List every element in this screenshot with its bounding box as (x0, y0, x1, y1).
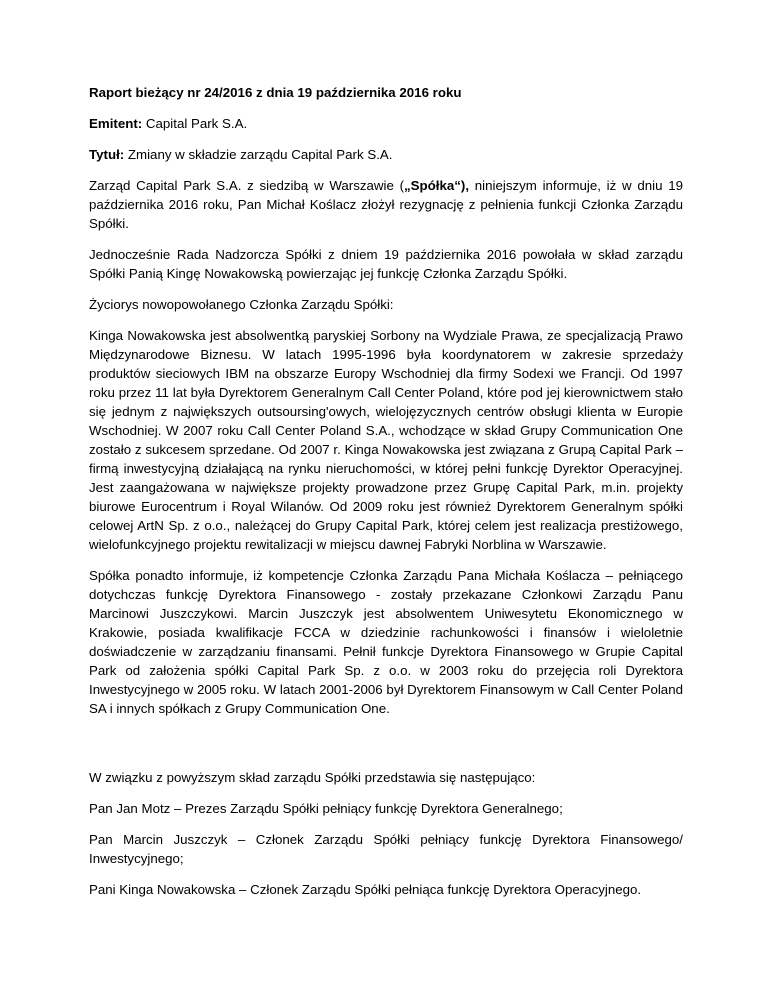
emitent-value: Capital Park S.A. (142, 116, 248, 131)
intro-text-1: Zarząd Capital Park S.A. z siedzibą w Warszawie ( (89, 178, 405, 193)
tytul-label: Tytuł: (89, 147, 125, 162)
report-title: Raport bieżący nr 24/2016 z dnia 19 października 2016 roku (89, 85, 462, 100)
cv-paragraph: Kinga Nowakowska jest absolwentką paryskiej Sorbony na Wydziale Prawa, ze specjalizacją Prawo Międzynarodowe Biznesu. W latach 1995-1996 była koordynatorem w zakresie sprzedaży produktów sieciowych IBM na obszarze Europy Wschodniej dla firmy Sodexi we Francji. Od 1997 roku przez 11 lat była Dyrektorem Generalnym Call Center Poland, które pod jej kierownictwem stało się jednym z największych outsoursing'owych, wielojęzycznych centrów obsługi klienta w Europie Wschodniej. W 2007 roku Call Center Poland S.A., wchodzące w skład Grupy Communication One zostało z sukcesem sprzedane. Od 2007 r. Kinga Nowakowska jest związana z Grupą Capital Park – firmą inwestycyjną działającą na rynku nieruchomości, w której pełni funkcję Dyrektor Operacyjnej. Jest zaangażowana w największe projekty prowadzone przez Grupę Capital Park, m.in. projekty biurowe Eurocentrum i Royal Wilanów. Od 2009 roku jest również Dyrektorem Generalnym spółki celowej ArtN Sp. z o.o., należącej do Grupy Capital Park, której celem jest realizacja prestiżowego, wielofunkcyjnego projektu rewitalizacji w miejscu dawnej Fabryki Norblina w Warszawie. (89, 328, 683, 552)
intro-bold-term: „Spółka“), (404, 178, 470, 193)
board-intro: W związku z powyższym skład zarządu Spółki przedstawia się następująco: (89, 770, 536, 785)
board-member: Pan Marcin Juszczyk – Członek Zarządu Spółki pełniący funkcję Dyrektora Finansowego/ Inwestycyjnego; (89, 832, 683, 866)
cv-heading: Życiorys nowopowołanego Członka Zarządu Spółki: (89, 297, 394, 312)
rada-paragraph: Jednocześnie Rada Nadzorcza Spółki z dniem 19 października 2016 powołała w skład zarządu Spółki Panią Kingę Nowakowską powierzając jej funkcję Członka Zarządu Spółki. (89, 247, 683, 281)
document-page (89, 80, 683, 911)
intro-text-2: niniejszym informuje, iż w dniu 19 października 2016 roku, Pan Michał Koślacz złożył rezygnację z pełnienia funkcji Członka Zarządu Spółki. (89, 178, 683, 231)
emitent-label: Emitent: (89, 116, 143, 131)
spacer (89, 730, 683, 768)
board-member: Pani Kinga Nowakowska – Członek Zarządu Spółki pełniąca funkcję Dyrektora Operacyjnego. (89, 882, 642, 897)
kompetencje-paragraph: Spółka ponadto informuje, iż kompetencje Członka Zarządu Pana Michała Koślacza – pełniącego dotychczas funkcję Dyrektora Finansowego - zostały przekazane Członkowi Zarządu Panu Marcinowi Juszczykowi. Marcin Juszczyk jest absolwentem Uniwesytetu Ekonomicznego w Krakowie, posiada kwalifikacje FCCA w dziedzinie rachunkowości i finansów i wieloletnie doświadczenie w zarządzaniu finansami. Pełnił funkcje Dyrektora Finansowego w Grupie Capital Park od założenia spółki Capital Park Sp. z o.o. w 2003 roku do przejęcia roli Dyrektora Inwestycyjnego w 2005 roku. W latach 2001-2006 był Dyrektorem Finansowym w Call Center Poland SA i innych spółkach z Grupy Communication One. (89, 568, 683, 716)
emitent-line (89, 114, 683, 133)
intro-paragraph (89, 176, 683, 233)
board-member: Pan Jan Motz – Prezes Zarządu Spółki pełniący funkcję Dyrektora Generalnego; (89, 801, 563, 816)
tytul-line (89, 145, 683, 164)
tytul-value: Zmiany w składzie zarządu Capital Park S.A. (124, 147, 393, 162)
